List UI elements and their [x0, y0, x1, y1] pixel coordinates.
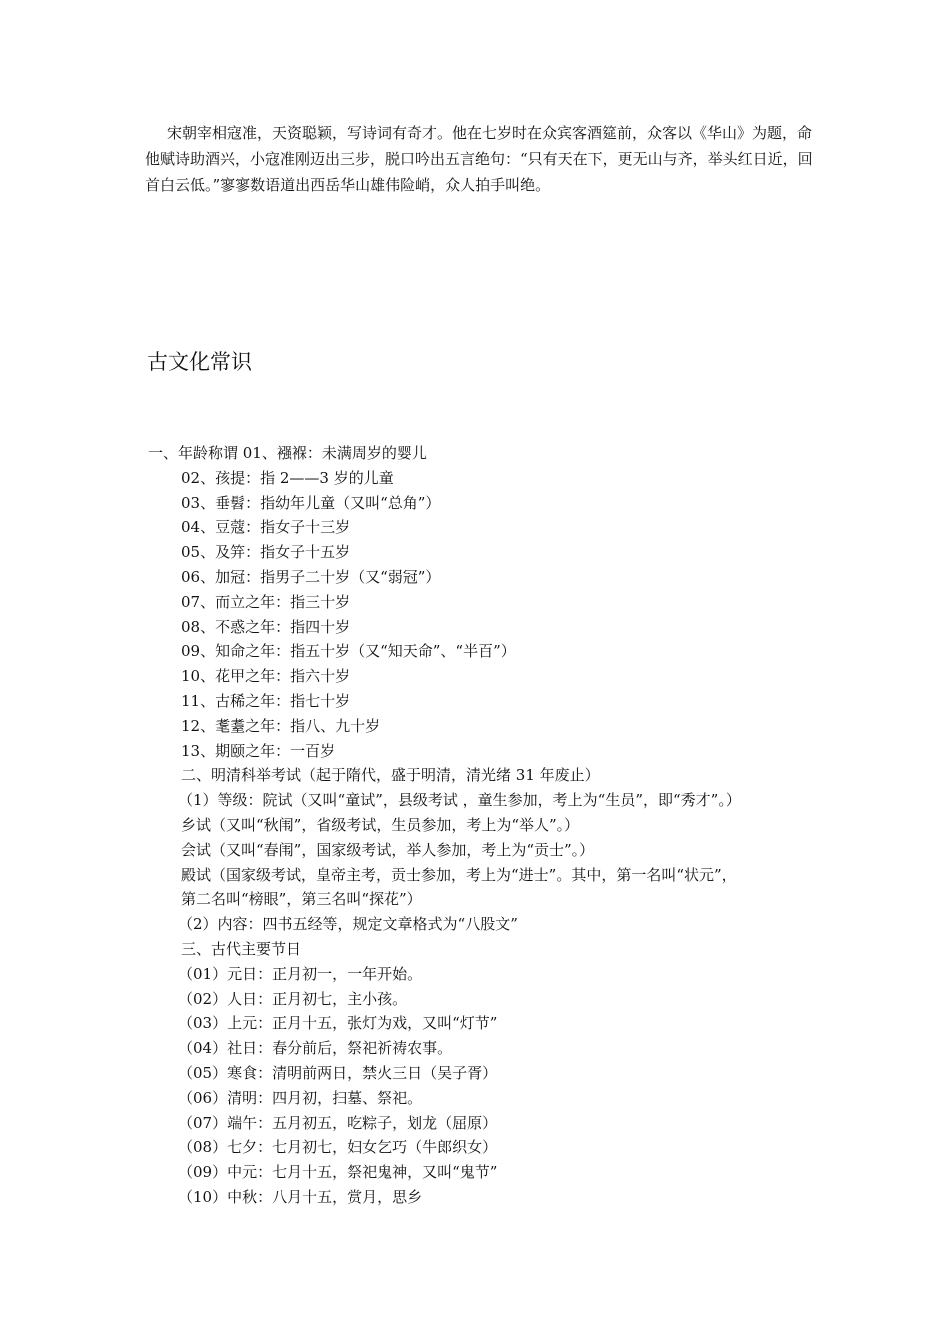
- list-item: 06、加冠：指男子二十岁（又“弱冠”）: [181, 567, 441, 586]
- intro-paragraph: 宋朝宰相寇准，天资聪颖，写诗词有奇才。他在七岁时在众宾客酒筵前，众客以《华山》为题，命他赋诗助酒兴，小寇准刚迈出三步，脱口吟出五言绝句：“只有天在下，更无山与齐，举头红日近，回首白云低。”寥寥数语道出西岳华山雄伟险峭，众人拍手叫绝。: [145, 124, 813, 194]
- list-item: 乡试（又叫“秋闱”，省级考试，生员参加，考上为“举人”。）: [181, 815, 580, 834]
- list-item: （2）内容：四书五经等，规定文章格式为“八股文”: [178, 915, 518, 934]
- list-item: （04）社日：春分前后，祭祀祈祷农事。: [178, 1039, 453, 1058]
- list-item: 08、不惑之年：指四十岁: [181, 617, 351, 636]
- content-list: [148, 441, 828, 1210]
- list-item: （09）中元：七月十五，祭祀鬼神，又叫“鬼节”: [178, 1163, 498, 1182]
- list-item: 10、花甲之年：指六十岁: [181, 667, 351, 686]
- heading-festivals: 三、古代主要节日: [181, 939, 302, 958]
- list-item: （06）清明：四月初，扫墓、祭祀。: [178, 1088, 423, 1107]
- list-item: 会试（又叫“春闱”，国家级考试，举人参加，考上为“贡士”。）: [181, 840, 595, 859]
- list-item: 11、古稀之年：指七十岁: [181, 691, 351, 710]
- heading-age-terms: 一、年龄称谓 01、襁褓：未满周岁的婴儿: [148, 444, 427, 462]
- list-item: 09、知命之年：指五十岁（又“知天命”、“半百”）: [181, 642, 516, 661]
- list-item: （01）元日：正月初一，一年开始。: [178, 964, 423, 983]
- list-item: （02）人日：正月初七，主小孩。: [178, 989, 408, 1008]
- list-item: （10）中秋：八月十五，赏月，思乡: [178, 1187, 423, 1206]
- list-item: 05、及笄：指女子十五岁: [181, 543, 351, 562]
- list-item: 07、而立之年：指三十岁: [181, 592, 351, 611]
- list-item: 第二名叫“榜眼”，第三名叫“探花”）: [181, 890, 422, 909]
- list-item: （08）七夕：七月初七，妇女乞巧（牛郎织女）: [178, 1138, 498, 1157]
- list-item: （05）寒食：清明前两日，禁火三日（吴子胥）: [178, 1063, 498, 1082]
- list-item: 02、孩提：指 2——3 岁的儿童: [181, 468, 394, 487]
- list-item: （03）上元：正月十五，张灯为戏，又叫“灯节”: [178, 1014, 498, 1033]
- heading-imperial-exam: 二、明清科举考试（起于隋代，盛于明清，清光绪 31 年废止）: [181, 766, 600, 785]
- list-item: 13、期颐之年：一百岁: [181, 741, 336, 760]
- section-title: 古文化常识: [147, 350, 252, 374]
- list-item: 殿试（国家级考试，皇帝主考，贡士参加，考上为“进士”。其中，第一名叫“状元”，: [181, 865, 737, 884]
- list-item: （07）端午：五月初五，吃粽子，划龙（屈原）: [178, 1113, 498, 1132]
- list-item: 12、耄耋之年：指八、九十岁: [181, 716, 381, 735]
- list-item: 04、豆蔻：指女子十三岁: [181, 518, 351, 537]
- list-item: （1）等级：院试（又叫“童试”，县级考试 ，童生参加，考上为“生员”，即“秀才”。）: [178, 791, 741, 810]
- list-item: 03、垂髫：指幼年儿童（又叫“总角”）: [181, 493, 441, 512]
